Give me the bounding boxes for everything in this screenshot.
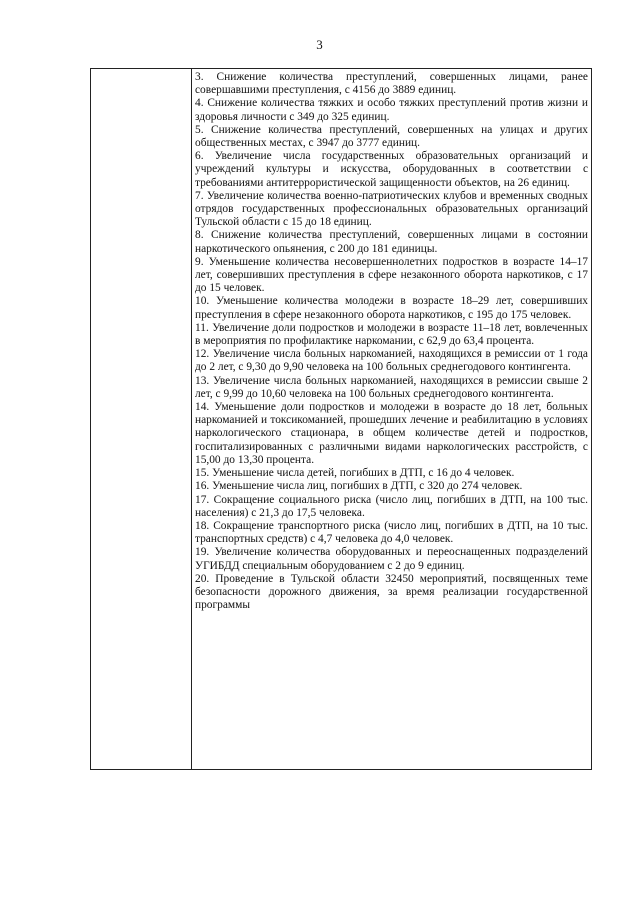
table-right-column	[192, 69, 591, 612]
list-item-18: 18. Сокращение транспортного риска (число лиц, погибших в ДТП, на 10 тыс. транспортных средств) с 4,7 человека до 4,0 человек.	[195, 519, 588, 546]
page-number: 3	[316, 37, 323, 52]
list-item-14: 14. Уменьшение доли подростков и молодежи в возрасте до 18 лет, больных наркоманией и токсикоманией, прошедших лечение и реабилитацию в условиях наркологического стационара, в общем количестве детей и подростков, госпитализированных с различными видами наркологических расстройств, с 15,00 до 13,30 процента.	[195, 401, 588, 466]
list-item-9: 9. Уменьшение количества несовершеннолетних подростков в возрасте 14–17 лет, совершивших преступления в сфере незаконного оборота наркотиков, с 17 до 15 человек.	[195, 255, 588, 295]
list-item-5: 5. Снижение количества преступлений, совершенных на улицах и других общественных местах, с 3947 до 3777 единиц.	[195, 123, 588, 150]
list-item-4: 4. Снижение количества тяжких и особо тяжких преступлений против жизни и здоровья личности с 349 до 325 единиц.	[195, 97, 588, 123]
list-item-17: 17. Сокращение социального риска (число лиц, погибших в ДТП, на 100 тыс. населения) с 21,3 до 17,5 человека.	[195, 493, 588, 519]
document-table	[90, 68, 592, 770]
list-item-8: 8. Снижение количества преступлений, совершенных лицами в состоянии наркотического опьянения, с 200 до 181 единицы.	[195, 229, 588, 255]
table-left-column	[91, 69, 192, 769]
list-item-6: 6. Увеличение числа государственных образовательных организаций и учреждений культуры и искусства, оборудованных в соответствии с требованиями антитеррористической защищенности объектов, на 26 единиц.	[195, 150, 588, 189]
list-item-10: 10. Уменьшение количества молодежи в возрасте 18–29 лет, совершивших преступления в сфере незаконного оборота наркотиков, с 195 до 175 человек.	[195, 295, 588, 321]
list-item-3: 3. Снижение количества преступлений, совершенных лицами, ранее совершавшими преступления, с 4156 до 3889 единиц.	[195, 71, 588, 97]
list-item-19: 19. Увеличение количества оборудованных и переоснащенных подразделений УГИБДД специальным оборудованием с 2 до 9 единиц.	[195, 546, 588, 572]
list-item-7: 7. Увеличение количества военно-патриотических клубов и временных сводных отрядов государственных профессиональных образовательных организаций Тульской области с 15 до 18 единиц.	[195, 189, 588, 229]
list-item-16: 16. Уменьшение числа лиц, погибших в ДТП, с 320 до 274 человек.	[195, 480, 523, 493]
list-item-15: 15. Уменьшение числа детей, погибших в ДТП, с 16 до 4 человек.	[195, 467, 515, 480]
list-item-12: 12. Увеличение числа больных наркоманией, находящихся в ремиссии от 1 года до 2 лет, с 9,30 до 9,90 человека на 100 больных среднегодового контингента.	[195, 348, 588, 374]
list-item-11: 11. Увеличение доли подростков и молодежи в возрасте 11–18 лет, вовлеченных в мероприятия по профилактике наркомании, с 62,9 до 63,4 процента.	[195, 321, 588, 348]
list-item-20: 20. Проведение в Тульской области 32450 мероприятий, посвященных теме безопасности дорожного движения, за время реализации государственной программы	[195, 572, 588, 612]
list-item-13: 13. Увеличение числа больных наркоманией, находящихся в ремиссии свыше 2 лет, с 9,99 до 10,60 человека на 100 больных среднегодового контингента.	[195, 374, 588, 400]
